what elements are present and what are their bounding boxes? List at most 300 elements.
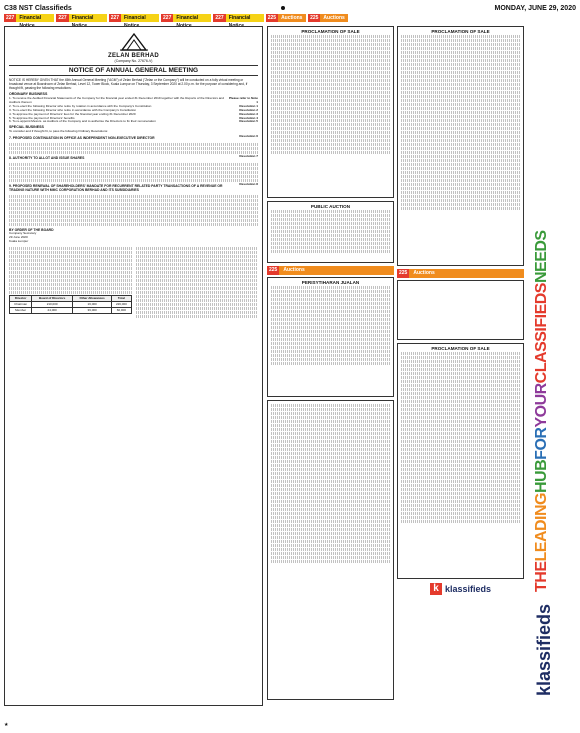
body-text-lines	[9, 219, 258, 222]
category-chip: 227 Financial Notice	[56, 14, 106, 22]
body-text-lines	[136, 287, 259, 290]
body-text-lines	[271, 524, 390, 527]
special-resolution-line: 7. PROPOSED CONTINUATION IN OFFICE AS INDEPENDENT NON-EXECUTIVE DIRECTOR Resolution 6	[9, 134, 258, 141]
body-text-lines	[271, 338, 390, 341]
public-auction-title: PUBLIC AUCTION	[310, 204, 351, 209]
body-text-lines	[401, 35, 520, 38]
body-text-lines	[401, 492, 520, 495]
right-proclamation-title-2: PROCLAMATION OF SALE	[431, 346, 490, 351]
right-column	[397, 26, 524, 706]
body-text-lines	[9, 287, 132, 290]
klassifieds-wordmark: klassifieds	[444, 584, 492, 594]
body-text-lines	[271, 298, 390, 301]
table-row: Member 24,000 36,000 60,000	[10, 307, 132, 313]
body-text-lines	[9, 267, 132, 270]
body-text-lines	[271, 358, 390, 361]
body-text-lines	[271, 362, 390, 365]
perisytiharan-title: PERISYTIHARAN JUALAN	[301, 280, 360, 285]
body-text-lines	[271, 500, 390, 503]
body-text-lines	[271, 536, 390, 539]
body-text-lines	[401, 187, 520, 190]
body-text-lines	[271, 226, 390, 229]
right-proclamation-title: PROCLAMATION OF SALE	[431, 29, 490, 34]
body-text-lines	[401, 428, 520, 431]
body-text-lines	[9, 271, 132, 274]
notice-title: NOTICE OF ANNUAL GENERAL MEETING	[9, 65, 258, 76]
body-text-lines	[401, 488, 520, 491]
category-chip: 225 Auctions	[266, 14, 306, 22]
body-text-lines	[271, 404, 390, 407]
body-text-lines	[271, 107, 390, 110]
body-text-lines	[271, 456, 390, 459]
body-text-lines	[271, 87, 390, 90]
body-text-lines	[136, 283, 259, 286]
resolution-line: 1. To receive the Audited Financial Statements of the Company for the financial year ended 31 December 2019 together with the Reports of the Directors and Auditors thereon Please refer to Note 1	[9, 96, 258, 104]
body-text-lines	[401, 408, 520, 411]
body-text-lines	[136, 315, 259, 318]
body-text-lines	[401, 436, 520, 439]
body-text-lines	[401, 147, 520, 150]
table-row: Chairman 210,000 16,000 226,000	[10, 301, 132, 307]
body-text-lines	[401, 520, 520, 523]
body-text-lines	[271, 436, 390, 439]
proclamation-title: PROCLAMATION OF SALE	[301, 29, 360, 34]
paper-name: NST	[18, 4, 33, 12]
body-text-lines	[401, 71, 520, 74]
body-text-lines	[401, 143, 520, 146]
body-text-lines	[271, 115, 390, 118]
body-text-lines	[401, 99, 520, 102]
body-text-lines	[271, 416, 390, 419]
body-text-lines	[271, 496, 390, 499]
body-text-lines	[271, 314, 390, 317]
body-text-lines	[271, 512, 390, 515]
agm-notice	[4, 26, 263, 706]
body-text-lines	[271, 464, 390, 467]
body-text-lines	[401, 368, 520, 371]
body-text-lines	[271, 306, 390, 309]
body-text-lines	[271, 412, 390, 415]
body-text-lines	[9, 211, 258, 214]
body-text-lines	[401, 504, 520, 507]
body-text-lines	[9, 259, 132, 262]
body-text-lines	[271, 51, 390, 54]
body-text-lines	[271, 444, 390, 447]
body-text-lines	[271, 210, 390, 213]
body-text-lines	[401, 384, 520, 387]
body-text-lines	[9, 251, 132, 254]
vertical-banner	[528, 26, 576, 702]
body-text-lines	[271, 302, 390, 305]
body-text-lines	[401, 63, 520, 66]
company-registration: (Company No. 27676-V)	[114, 59, 153, 63]
body-text-lines	[271, 91, 390, 94]
ordinary-business-heading: ORDINARY BUSINESS	[9, 92, 48, 96]
category-chip: 227 Financial Notice	[161, 14, 211, 22]
body-text-lines	[271, 35, 390, 38]
body-text-lines	[401, 191, 520, 194]
body-text-lines	[9, 171, 258, 174]
body-text-lines	[401, 47, 520, 50]
body-text-lines	[271, 234, 390, 237]
body-text-lines	[271, 103, 390, 106]
body-text-lines	[271, 55, 390, 58]
body-text-lines	[271, 39, 390, 42]
right-proclamation-box-2	[397, 343, 524, 579]
body-text-lines	[401, 131, 520, 134]
table-header-row: Director Board of Directors Other Allowances Total	[10, 295, 132, 301]
body-text-lines	[9, 263, 132, 266]
body-text-lines	[271, 83, 390, 86]
body-text-lines	[271, 334, 390, 337]
body-text-lines	[401, 508, 520, 511]
body-text-lines	[401, 163, 520, 166]
body-text-lines	[401, 171, 520, 174]
banner-brand: klassifieds	[534, 603, 554, 696]
body-text-lines	[136, 271, 259, 274]
body-text-lines	[401, 364, 520, 367]
notes-right	[136, 246, 259, 319]
body-text-lines	[271, 420, 390, 423]
body-text-lines	[271, 480, 390, 483]
body-text-lines	[271, 139, 390, 142]
category-strip	[4, 14, 576, 29]
body-text-lines	[401, 480, 520, 483]
perisytiharan-box	[267, 277, 394, 397]
body-text-lines	[271, 508, 390, 511]
body-text-lines	[271, 95, 390, 98]
body-text-lines	[401, 352, 520, 355]
body-text-lines	[271, 528, 390, 531]
body-text-lines	[401, 412, 520, 415]
zelan-logo-icon	[116, 32, 152, 52]
body-text-lines	[271, 492, 390, 495]
klassifieds-logo-icon: k	[430, 583, 442, 595]
body-text-lines	[271, 67, 390, 70]
body-text-lines	[271, 79, 390, 82]
page-number: C38	[4, 4, 17, 12]
proclamation-box	[267, 26, 394, 198]
body-text-lines	[271, 560, 390, 563]
body-text-lines	[271, 448, 390, 451]
special-resolution-line: 8. AUTHORITY TO ALLOT AND ISSUE SHARES Resolution 7	[9, 154, 258, 161]
category-chip: 227 Financial Notice	[4, 14, 54, 22]
body-text-lines	[9, 215, 258, 218]
right-proclamation-box	[397, 26, 524, 266]
body-text-lines	[401, 199, 520, 202]
body-text-lines	[271, 242, 390, 245]
public-auction-box	[267, 201, 394, 263]
body-text-lines	[401, 115, 520, 118]
body-text-lines	[401, 39, 520, 42]
body-text-lines	[9, 255, 132, 258]
body-text-lines	[9, 163, 258, 166]
notice-intro: NOTICE IS HEREBY GIVEN THAT the 45th Annual General Meeting ("AGM") of Zelan Berhad ("Zelan or the Company") will be conducted on a fully virtual meeting or broadcast venue at Boardroom of Zelan Berhad, Level 12, Tower Block, Kuala Lumpur on Thursday, 3 September 2020 at 2.00 p.m. for the purpose of considering and, if thought fit, passing the following resolutions:	[9, 78, 248, 90]
body-text-lines	[9, 147, 258, 150]
body-text-lines	[271, 432, 390, 435]
body-text-lines	[136, 259, 259, 262]
center-dot-icon	[281, 6, 285, 10]
body-text-lines	[9, 203, 258, 206]
category-chip: 225 Auctions	[308, 14, 348, 22]
body-text-lines	[136, 267, 259, 270]
body-text-lines	[136, 311, 259, 314]
body-text-lines	[271, 552, 390, 555]
footer-star-icon: ★	[4, 722, 9, 728]
body-text-lines	[401, 127, 520, 130]
body-text-lines	[271, 556, 390, 559]
body-text-lines	[401, 404, 520, 407]
body-text-lines	[271, 123, 390, 126]
special-business-intro: To consider and if thought fit, to pass the following Ordinary Resolutions:	[9, 129, 109, 134]
body-text-lines	[401, 356, 520, 359]
klassifieds-ad	[397, 583, 524, 595]
section-name: Classifieds	[34, 4, 72, 12]
body-text-lines	[271, 516, 390, 519]
body-text-lines	[401, 500, 520, 503]
notes-columns	[9, 246, 258, 319]
body-text-lines	[401, 159, 520, 162]
body-text-lines	[401, 43, 520, 46]
body-text-lines	[9, 199, 258, 202]
body-text-lines	[9, 167, 258, 170]
body-text-lines	[271, 326, 390, 329]
body-text-lines	[9, 247, 132, 250]
body-text-lines	[401, 135, 520, 138]
body-text-lines	[271, 294, 390, 297]
directors-fees-table	[9, 295, 132, 314]
body-text-lines	[401, 424, 520, 427]
body-text-lines	[271, 119, 390, 122]
body-text-lines	[401, 452, 520, 455]
body-text-lines	[271, 354, 390, 357]
body-text-lines	[401, 512, 520, 515]
resolution-line: 4. To approve the payment of Directors' fees for the financial year ending 31 December 2020 Resolution 3	[9, 111, 258, 116]
body-text-lines	[9, 143, 258, 146]
resolution-line: 2. To re-elect the following Director who retire by rotation in accordance with the Company's Constitution Resolution 1	[9, 103, 258, 108]
body-text-lines	[271, 147, 390, 150]
body-text-lines	[271, 532, 390, 535]
body-text-lines	[136, 247, 259, 250]
body-text-lines	[401, 179, 520, 182]
body-text-lines	[401, 59, 520, 62]
body-text-lines	[401, 139, 520, 142]
body-text-lines	[401, 91, 520, 94]
body-text-lines	[271, 238, 390, 241]
category-chip: 227 Financial Notice	[213, 14, 263, 22]
special-resolution-line: 9. PROPOSED RENEWAL OF SHAREHOLDERS' MANDATE FOR RECURRENT RELATED PARTY TRANSACTIONS OF A REVENUE OR TRADING NATURE WITH MMC CORPORATION BERHAD AND ITS SUBSIDIARIES Resolution 8	[9, 182, 258, 192]
body-text-lines	[271, 476, 390, 479]
body-text-lines	[401, 123, 520, 126]
body-text-lines	[401, 55, 520, 58]
body-text-lines	[401, 464, 520, 467]
body-text-lines	[271, 484, 390, 487]
body-text-lines	[401, 360, 520, 363]
body-text-lines	[271, 75, 390, 78]
signature-date: 29 June 2020	[9, 234, 28, 239]
body-text-lines	[401, 83, 520, 86]
body-text-lines	[271, 330, 390, 333]
body-text-lines	[401, 87, 520, 90]
body-text-lines	[271, 468, 390, 471]
body-text-lines	[401, 456, 520, 459]
body-text-lines	[271, 488, 390, 491]
body-text-lines	[9, 279, 132, 282]
body-text-lines	[401, 67, 520, 70]
auctions-banner: 225 Auctions	[267, 266, 394, 275]
body-text-lines	[136, 295, 259, 298]
body-text-lines	[271, 230, 390, 233]
body-text-lines	[401, 416, 520, 419]
body-text-lines	[401, 103, 520, 106]
body-text-lines	[271, 350, 390, 353]
body-text-lines	[401, 111, 520, 114]
body-text-lines	[271, 250, 390, 253]
body-text-lines	[271, 310, 390, 313]
body-text-lines	[401, 195, 520, 198]
body-text-lines	[271, 99, 390, 102]
secretary-title: Company Secretary	[9, 230, 37, 235]
body-text-lines	[271, 452, 390, 455]
body-text-lines	[401, 484, 520, 487]
body-text-lines	[271, 151, 390, 154]
body-text-lines	[271, 322, 390, 325]
body-text-lines	[9, 179, 258, 182]
body-text-lines	[401, 432, 520, 435]
body-text-lines	[401, 448, 520, 451]
body-text-lines	[401, 420, 520, 423]
body-text-lines	[271, 544, 390, 547]
body-text-lines	[9, 175, 258, 178]
body-text-lines	[401, 444, 520, 447]
company-logo-block	[9, 32, 258, 63]
body-text-lines	[401, 119, 520, 122]
body-text-lines	[401, 396, 520, 399]
body-text-lines	[271, 143, 390, 146]
body-text-lines	[9, 275, 132, 278]
resolution-line: 6. To re-appoint Messrs. as Auditors of the Company and to authorise the Directors to fix their remuneration Resolution 5	[9, 119, 258, 124]
body-text-lines	[271, 472, 390, 475]
body-text-lines	[271, 214, 390, 217]
body-text-lines	[271, 246, 390, 249]
by-order-heading: BY ORDER OF THE BOARD	[9, 227, 54, 232]
body-text-lines	[401, 151, 520, 154]
auctions-banner: 225 Auctions	[397, 269, 524, 278]
body-text-lines	[271, 290, 390, 293]
body-text-lines	[271, 346, 390, 349]
body-text-lines	[271, 540, 390, 543]
body-text-lines	[401, 516, 520, 519]
body-text-lines	[401, 95, 520, 98]
body-text-lines	[9, 223, 258, 226]
body-text-lines	[271, 504, 390, 507]
body-text-lines	[401, 207, 520, 210]
body-text-lines	[271, 43, 390, 46]
middle-column	[267, 26, 394, 706]
body-text-lines	[136, 251, 259, 254]
page-header	[4, 3, 576, 13]
body-text-lines	[271, 71, 390, 74]
body-text-lines	[401, 155, 520, 158]
body-text-lines	[401, 468, 520, 471]
body-text-lines	[271, 428, 390, 431]
body-text-lines	[401, 380, 520, 383]
body-text-lines	[136, 255, 259, 258]
body-text-lines	[271, 548, 390, 551]
body-text-lines	[401, 400, 520, 403]
body-text-lines	[271, 408, 390, 411]
notes-left	[9, 246, 132, 319]
body-text-lines	[401, 203, 520, 206]
body-text-lines	[401, 460, 520, 463]
body-text-lines	[136, 307, 259, 310]
body-text-lines	[136, 291, 259, 294]
issue-date: MONDAY, JUNE 29, 2020	[494, 4, 576, 12]
banner-slogan: THELEADINGHUBFORYOURCLASSIFIEDSNEEDS	[533, 230, 550, 592]
body-text-lines	[271, 424, 390, 427]
auction-placeholder-box	[397, 280, 524, 340]
special-business-heading: SPECIAL BUSINESS	[9, 125, 44, 130]
body-text-lines	[271, 342, 390, 345]
body-text-lines	[271, 460, 390, 463]
body-text-lines	[401, 79, 520, 82]
body-text-lines	[271, 286, 390, 289]
body-text-lines	[136, 279, 259, 282]
body-text-lines	[271, 222, 390, 225]
resolution-line: 3. To re-elect the following Director who retire in accordance with the Company's Constitution Resolution 2	[9, 107, 258, 112]
body-text-lines	[401, 376, 520, 379]
body-text-lines	[271, 111, 390, 114]
body-text-lines	[401, 476, 520, 479]
body-text-lines	[136, 299, 259, 302]
body-text-lines	[9, 291, 132, 294]
body-text-lines	[401, 175, 520, 178]
body-text-lines	[401, 183, 520, 186]
body-text-lines	[401, 372, 520, 375]
body-text-lines	[401, 167, 520, 170]
body-text-lines	[401, 440, 520, 443]
body-text-lines	[271, 520, 390, 523]
body-text-lines	[9, 151, 258, 154]
signature-place: Kuala Lumpur	[9, 238, 29, 243]
body-text-lines	[271, 131, 390, 134]
body-text-lines	[271, 59, 390, 62]
body-text-lines	[401, 388, 520, 391]
body-text-lines	[271, 318, 390, 321]
masthead	[4, 5, 72, 12]
body-text-lines	[401, 496, 520, 499]
body-text-lines	[271, 47, 390, 50]
resolution-line: 5. To approve the payment of Directors' benefits Resolution 4	[9, 115, 258, 120]
body-text-lines	[271, 135, 390, 138]
body-text-lines	[401, 472, 520, 475]
body-text-lines	[9, 283, 132, 286]
category-chip: 227 Financial Notice	[109, 14, 159, 22]
body-text-lines	[271, 218, 390, 221]
body-text-lines	[136, 263, 259, 266]
body-text-lines	[401, 51, 520, 54]
body-text-lines	[136, 303, 259, 306]
body-text-lines	[9, 195, 258, 198]
body-text-lines	[271, 440, 390, 443]
body-text-lines	[401, 107, 520, 110]
body-text-lines	[136, 275, 259, 278]
company-name: ZELAN BERHAD	[108, 53, 159, 59]
body-text-lines	[271, 127, 390, 130]
body-text-lines	[9, 207, 258, 210]
body-text-lines	[401, 75, 520, 78]
body-text-lines	[401, 392, 520, 395]
